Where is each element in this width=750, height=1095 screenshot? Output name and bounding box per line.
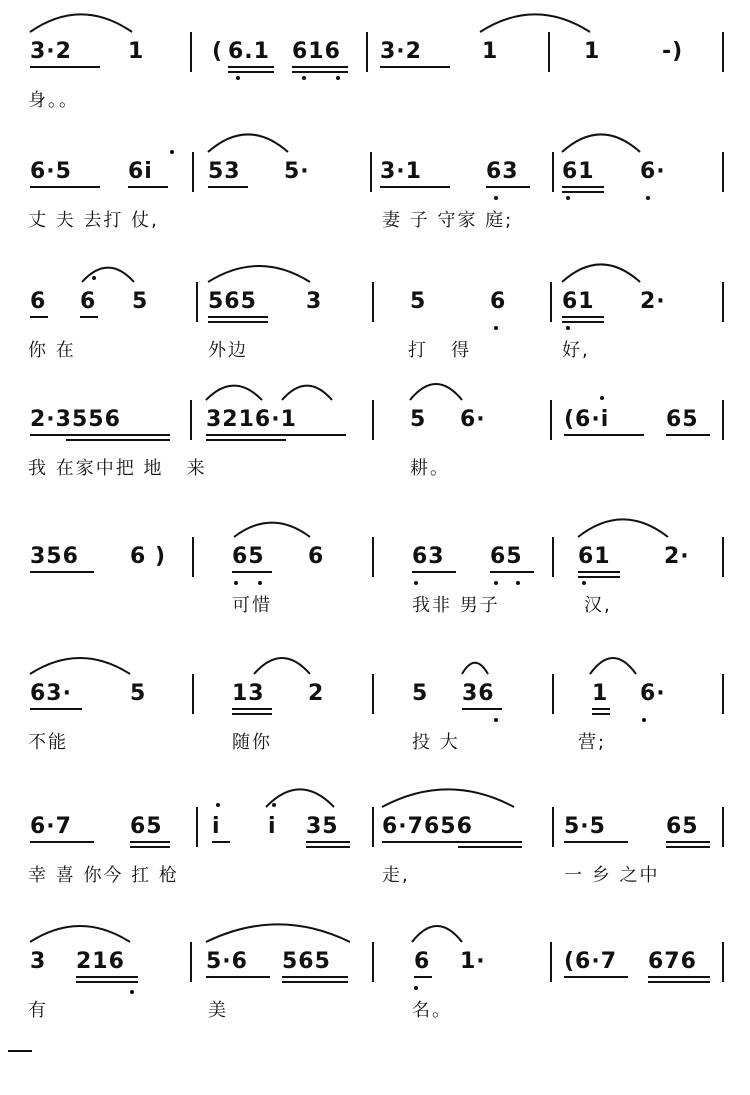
beam-underline — [228, 71, 274, 73]
lyric-line: 我 在家中把 地 来 — [28, 458, 207, 479]
beam-underline — [232, 713, 272, 715]
bar-line — [372, 537, 374, 577]
beam-underline — [206, 439, 286, 441]
lyric-line: 妻 子 守家 庭; — [382, 210, 514, 231]
beam-underline — [380, 186, 450, 188]
slur-arc — [282, 386, 332, 400]
beam-underline — [206, 434, 346, 436]
octave-dot — [130, 990, 134, 994]
bar-line — [190, 32, 192, 72]
lyric-line: 有 — [28, 1000, 48, 1021]
beam-underline — [564, 841, 628, 843]
beam-underline — [80, 316, 98, 318]
bar-line — [372, 807, 374, 847]
note-group: 5·6 — [206, 949, 248, 974]
beam-underline — [562, 191, 604, 193]
bar-line — [548, 32, 550, 72]
beam-underline — [292, 66, 348, 68]
note-group: 3·2 — [30, 39, 72, 64]
note-group: 616 — [292, 39, 341, 64]
slur-arc — [412, 926, 462, 942]
beam-underline — [30, 316, 48, 318]
beam-underline — [292, 71, 348, 73]
beam-underline — [306, 841, 350, 843]
octave-dot — [566, 196, 570, 200]
note-group: 2· — [640, 289, 666, 314]
beam-underline — [564, 976, 628, 978]
beam-underline — [462, 708, 502, 710]
octave-dot — [302, 76, 306, 80]
bar-line — [722, 400, 724, 440]
note-group: 6.1 — [228, 39, 270, 64]
note-group: -) — [662, 39, 684, 64]
note-group: 6i — [128, 159, 153, 184]
beam-underline — [30, 434, 170, 436]
lyric-line: 营; — [578, 732, 607, 753]
bar-line — [372, 400, 374, 440]
lyric-line: 丈 夫 去打 仗, — [28, 210, 159, 231]
beam-underline — [76, 976, 138, 978]
slur-arc — [254, 658, 310, 674]
bar-line — [550, 942, 552, 982]
bar-line — [192, 674, 194, 714]
beam-underline — [208, 186, 248, 188]
lyric-line: 汉, — [584, 595, 612, 616]
slur-arc — [266, 789, 334, 807]
note-group: 13 — [232, 681, 265, 706]
note-group: i — [268, 814, 277, 839]
note-group: 63 — [412, 544, 445, 569]
note-group: 61 — [562, 289, 595, 314]
beam-underline — [414, 976, 432, 978]
slur-arc — [480, 14, 590, 32]
bar-line — [190, 400, 192, 440]
bar-line — [196, 282, 198, 322]
slur-arc — [382, 789, 514, 807]
bar-line — [372, 942, 374, 982]
beam-underline — [76, 981, 138, 983]
bar-line — [552, 537, 554, 577]
beam-underline — [228, 66, 274, 68]
octave-dot — [566, 326, 570, 330]
bar-line — [196, 807, 198, 847]
beam-underline — [578, 576, 620, 578]
slur-arc — [410, 384, 462, 400]
slur-arc — [82, 268, 134, 282]
octave-dot — [414, 581, 418, 585]
lyric-line: 耕。 — [410, 458, 450, 479]
lyric-line: 投 大 — [412, 732, 460, 753]
note-group: 6 ) — [130, 544, 167, 569]
bar-line — [190, 942, 192, 982]
beam-underline — [578, 571, 620, 573]
beam-underline — [66, 439, 170, 441]
beam-underline — [130, 846, 170, 848]
note-group: 1 — [592, 681, 609, 706]
bar-line — [552, 152, 554, 192]
slur-arc — [234, 523, 310, 537]
octave-dot — [494, 196, 498, 200]
beam-underline — [208, 321, 268, 323]
beam-underline — [232, 708, 272, 710]
beam-underline — [562, 186, 604, 188]
bar-line — [552, 674, 554, 714]
note-group: 5 — [410, 407, 427, 432]
lyric-line: 外边 — [208, 340, 248, 361]
slur-arc — [462, 663, 488, 674]
octave-dot — [272, 803, 276, 807]
slur-arc — [590, 658, 636, 674]
octave-dot — [494, 326, 498, 330]
beam-underline — [232, 571, 272, 573]
beam-underline — [564, 434, 644, 436]
note-group: 35 — [306, 814, 339, 839]
note-group: 6·7 — [30, 814, 72, 839]
lyric-line: 随你 — [232, 732, 272, 753]
slur-arc — [562, 264, 640, 282]
note-group: 3 — [30, 949, 47, 974]
note-group: 6· — [460, 407, 486, 432]
note-group: 2 — [308, 681, 325, 706]
note-group: 1 — [482, 39, 499, 64]
octave-dot — [494, 718, 498, 722]
bar-line — [722, 282, 724, 322]
note-group: 5 — [132, 289, 149, 314]
beam-underline — [128, 186, 168, 188]
bar-line — [372, 674, 374, 714]
note-group: 216 — [76, 949, 125, 974]
beam-underline — [30, 708, 82, 710]
octave-dot — [414, 986, 418, 990]
beam-underline — [648, 976, 710, 978]
lyric-line: 好, — [562, 340, 590, 361]
note-group: 65 — [490, 544, 523, 569]
bar-line — [722, 537, 724, 577]
slur-arc — [562, 134, 640, 152]
beam-underline — [30, 186, 100, 188]
lyric-line: 我非 男子 — [412, 595, 500, 616]
beam-underline — [486, 186, 530, 188]
bar-line — [722, 674, 724, 714]
note-group: 65 — [130, 814, 163, 839]
slur-arc — [208, 266, 310, 282]
beam-underline — [208, 316, 268, 318]
note-group: 5 — [412, 681, 429, 706]
beam-underline — [490, 571, 534, 573]
beam-underline — [648, 981, 710, 983]
beam-underline — [562, 321, 604, 323]
note-group: 1 — [128, 39, 145, 64]
note-group: 3·2 — [380, 39, 422, 64]
lyric-line: 你 在 — [28, 340, 76, 361]
note-group: 6 — [414, 949, 431, 974]
octave-dot — [642, 718, 646, 722]
octave-dot — [236, 76, 240, 80]
octave-dot — [234, 581, 238, 585]
beam-underline — [380, 66, 450, 68]
bar-line — [722, 807, 724, 847]
bar-line — [550, 400, 552, 440]
note-group: 6 — [30, 289, 47, 314]
beam-underline — [282, 976, 348, 978]
beam-underline — [666, 841, 710, 843]
beam-underline — [562, 316, 604, 318]
note-group: 6· — [640, 159, 666, 184]
octave-dot — [600, 396, 604, 400]
note-group: 356 — [30, 544, 79, 569]
octave-dot — [92, 276, 96, 280]
note-group: 3216·1 — [206, 407, 297, 432]
bar-line — [552, 807, 554, 847]
beam-underline — [592, 708, 610, 710]
note-group: (6·i — [564, 407, 610, 432]
beam-underline — [212, 841, 230, 843]
note-group: 6·7656 — [382, 814, 473, 839]
beam-underline — [666, 434, 710, 436]
lyric-line: 身。。 — [28, 90, 79, 111]
note-group: 1· — [460, 949, 486, 974]
beam-underline — [306, 846, 350, 848]
note-group: 63· — [30, 681, 72, 706]
octave-dot — [494, 581, 498, 585]
slur-arc — [208, 134, 288, 152]
note-group: 5 — [410, 289, 427, 314]
bar-line — [370, 152, 372, 192]
octave-dot — [336, 76, 340, 80]
lyric-line: 不能 — [28, 732, 68, 753]
slur-arc — [206, 924, 350, 942]
note-group: 6·5 — [30, 159, 72, 184]
note-group: 5·5 — [564, 814, 606, 839]
beam-underline — [412, 571, 456, 573]
beam-underline — [282, 981, 348, 983]
slur-arc — [30, 926, 130, 942]
beam-underline — [130, 841, 170, 843]
octave-dot — [216, 803, 220, 807]
bar-line — [722, 32, 724, 72]
bar-line — [550, 282, 552, 322]
note-group: 2·3556 — [30, 407, 121, 432]
note-group: 5· — [284, 159, 310, 184]
lyric-line: 美 — [208, 1000, 228, 1021]
note-group: 5 — [130, 681, 147, 706]
bar-line — [722, 152, 724, 192]
beam-underline — [30, 841, 94, 843]
note-group: ( — [212, 39, 224, 64]
bar-line — [192, 537, 194, 577]
bar-line — [192, 152, 194, 192]
slur-arc — [206, 386, 262, 400]
lyric-line: 名。 — [412, 1000, 452, 1021]
lyric-line: 可惜 — [232, 595, 272, 616]
note-group: 65 — [666, 407, 699, 432]
beam-underline — [666, 846, 710, 848]
bar-line — [372, 282, 374, 322]
octave-dot — [170, 150, 174, 154]
note-group: 676 — [648, 949, 697, 974]
note-group: 565 — [208, 289, 257, 314]
beam-underline — [382, 841, 522, 843]
octave-dot — [582, 581, 586, 585]
octave-dot — [516, 581, 520, 585]
bar-line — [722, 942, 724, 982]
note-group: 6 — [80, 289, 97, 314]
note-group: 1 — [584, 39, 601, 64]
note-group: 63 — [486, 159, 519, 184]
lyric-line: 一 乡 之中 — [564, 865, 660, 886]
beam-underline — [592, 713, 610, 715]
lyric-line: 幸 喜 你今 扛 枪 — [28, 865, 179, 886]
note-group: 6 — [490, 289, 507, 314]
slur-arc — [30, 14, 132, 32]
slur-arc — [30, 658, 130, 674]
lyric-line: 打 得 — [408, 340, 472, 361]
octave-dot — [646, 196, 650, 200]
note-group: 61 — [562, 159, 595, 184]
note-group: 65 — [232, 544, 265, 569]
beam-underline — [458, 846, 522, 848]
bar-line — [366, 32, 368, 72]
note-group: 3·1 — [380, 159, 422, 184]
slur-arc — [578, 519, 668, 537]
note-group: 65 — [666, 814, 699, 839]
note-group: 6· — [640, 681, 666, 706]
note-group: i — [212, 814, 221, 839]
lyric-line: 走, — [382, 865, 410, 886]
note-group: 6 — [308, 544, 325, 569]
beam-underline — [206, 976, 270, 978]
octave-dot — [258, 581, 262, 585]
note-group: 36 — [462, 681, 495, 706]
note-group: 565 — [282, 949, 331, 974]
beam-underline — [30, 66, 100, 68]
note-group: (6·7 — [564, 949, 618, 974]
note-group: 53 — [208, 159, 241, 184]
note-group: 2· — [664, 544, 690, 569]
beam-underline — [30, 571, 94, 573]
note-group: 3 — [306, 289, 323, 314]
note-group: 61 — [578, 544, 611, 569]
page-number-mark — [8, 1050, 32, 1052]
